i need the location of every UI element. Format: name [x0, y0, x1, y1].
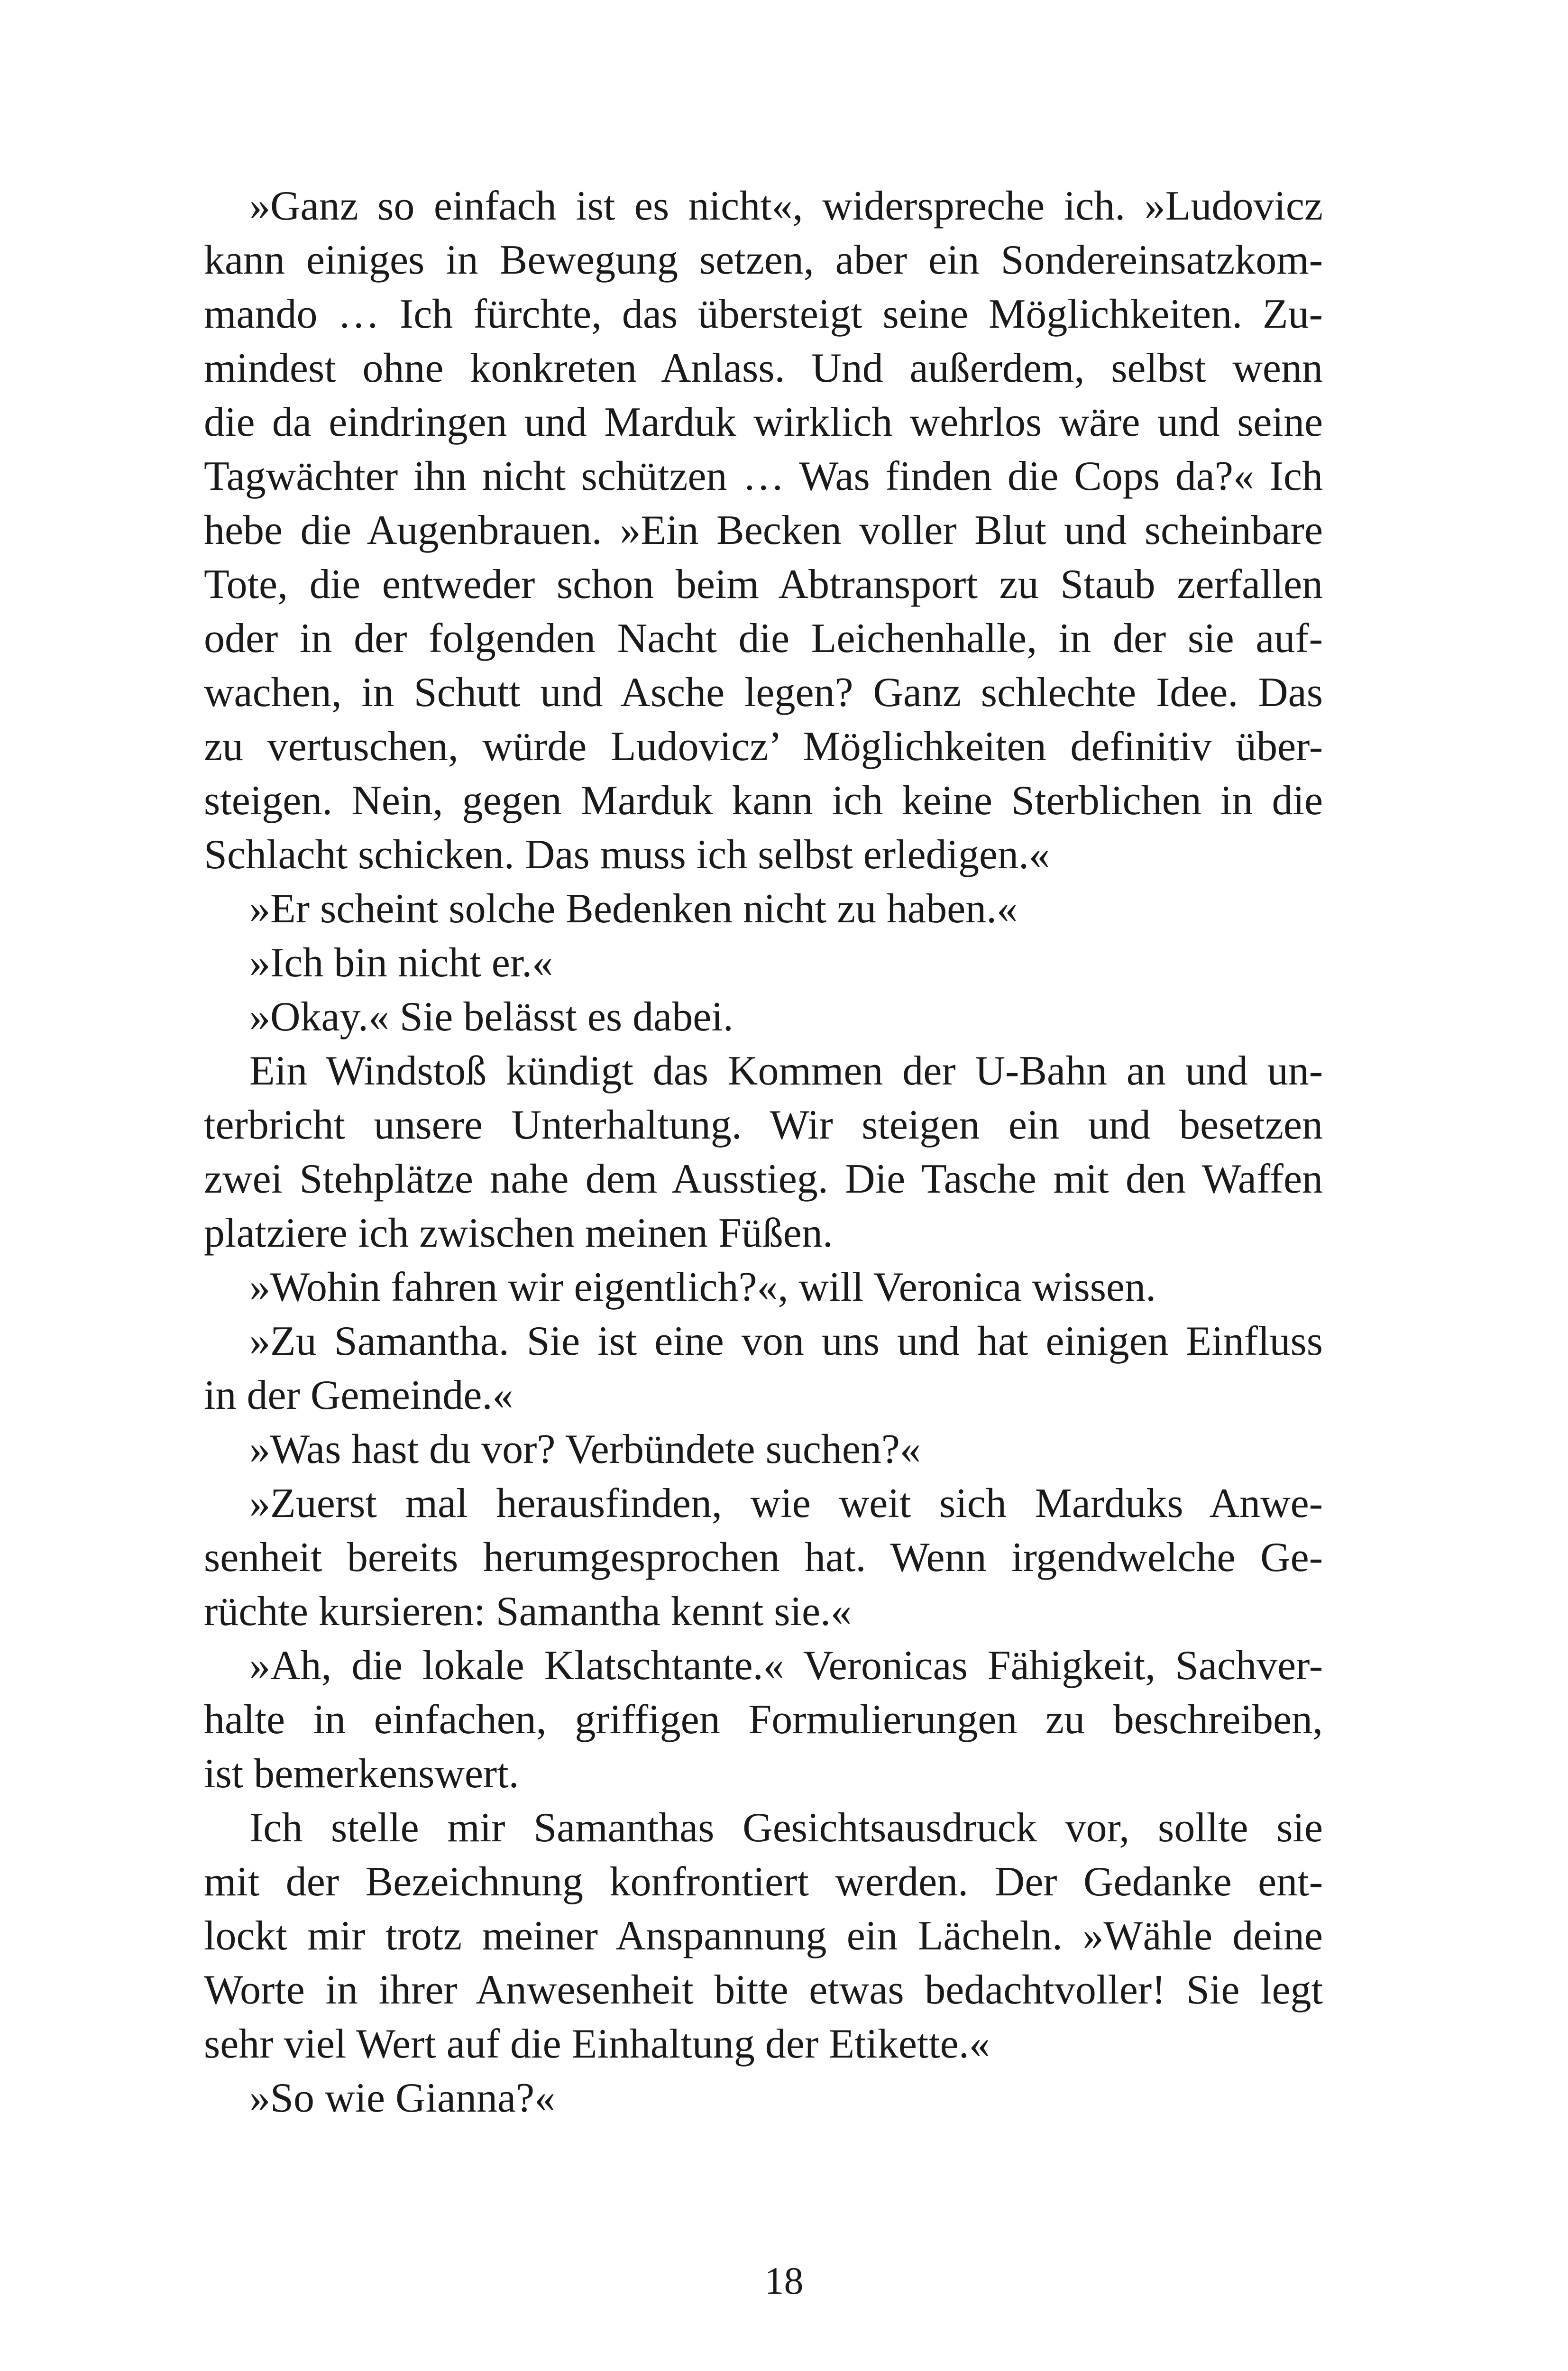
text-line: terbricht unsere Unterhaltung. Wir steigen ein und besetzen	[204, 1102, 1323, 1148]
text-line: »So wie Gianna?«	[249, 2075, 556, 2121]
text-line: oder in der folgenden Nacht die Leichenhalle, in der sie auf-	[204, 616, 1323, 662]
page-number: 18	[764, 2259, 804, 2302]
text-line: hebe die Augenbrauen. »Ein Becken voller Blut und scheinbare	[204, 507, 1323, 553]
text-line: wachen, in Schutt und Asche legen? Ganz schlechte Idee. Das	[204, 670, 1323, 716]
text-line: senheit bereits herumgesprochen hat. Wenn irgendwelche Ge-	[204, 1535, 1323, 1581]
text-line: in der Gemeinde.«	[204, 1372, 513, 1418]
text-line: zwei Stehplätze nahe dem Ausstieg. Die Tasche mit den Waffen	[204, 1156, 1323, 1202]
text-line: Schlacht schicken. Das muss ich selbst erledigen.«	[204, 832, 1050, 878]
text-line: platziere ich zwischen meinen Füßen.	[204, 1210, 833, 1256]
text-line: mindest ohne konkreten Anlass. Und außerdem, selbst wenn	[204, 345, 1323, 391]
text-line: »Er scheint solche Bedenken nicht zu haben.«	[249, 886, 1018, 932]
body-text	[204, 179, 1323, 2125]
text-line: »Was hast du vor? Verbündete suchen?«	[249, 1426, 921, 1472]
text-line: Worte in ihrer Anwesenheit bitte etwas bedachtvoller! Sie legt	[204, 1967, 1323, 2013]
text-line: kann einiges in Bewegung setzen, aber ein Sondereinsatzkom-	[204, 237, 1323, 283]
text-line: Tagwächter ihn nicht schützen … Was finden die Cops da?« Ich	[204, 453, 1323, 499]
text-line: Ich stelle mir Samanthas Gesichtsausdruck vor, sollte sie	[249, 1805, 1323, 1851]
text-line: »Ganz so einfach ist es nicht«, widerspreche ich. »Ludovicz	[249, 183, 1323, 229]
text-line: sehr viel Wert auf die Einhaltung der Etikette.«	[204, 2021, 990, 2067]
text-line: die da eindringen und Marduk wirklich wehrlos wäre und seine	[204, 399, 1323, 445]
text-line: ist bemerkenswert.	[204, 1751, 519, 1797]
text-line: zu vertuschen, würde Ludovicz’ Möglichkeiten definitiv über-	[204, 724, 1323, 770]
text-line: rüchte kursieren: Samantha kennt sie.«	[204, 1589, 852, 1635]
text-line: »Ich bin nicht er.«	[249, 940, 553, 986]
text-line: »Ah, die lokale Klatschtante.« Veronicas Fähigkeit, Sachver-	[249, 1643, 1323, 1689]
text-line: lockt mir trotz meiner Anspannung ein Lächeln. »Wähle deine	[204, 1913, 1323, 1959]
text-line: halte in einfachen, griffigen Formulierungen zu beschreiben,	[204, 1697, 1323, 1743]
text-line: Tote, die entweder schon beim Abtransport zu Staub zerfallen	[204, 561, 1323, 607]
text-line: mit der Bezeichnung konfrontiert werden. Der Gedanke ent-	[204, 1859, 1323, 1905]
text-line: »Zu Samantha. Sie ist eine von uns und hat einigen Einfluss	[249, 1318, 1323, 1364]
text-line: Ein Windstoß kündigt das Kommen der U-Bahn an und un-	[249, 1048, 1323, 1094]
text-line: steigen. Nein, gegen Marduk kann ich keine Sterblichen in die	[204, 778, 1323, 824]
text-line: »Wohin fahren wir eigentlich?«, will Veronica wissen.	[249, 1264, 1156, 1310]
text-line: mando … Ich fürchte, das übersteigt seine Möglichkeiten. Zu-	[204, 291, 1323, 337]
text-line: »Okay.« Sie belässt es dabei.	[249, 994, 734, 1040]
text-line: »Zuerst mal herausfinden, wie weit sich Marduks Anwe-	[249, 1480, 1323, 1526]
